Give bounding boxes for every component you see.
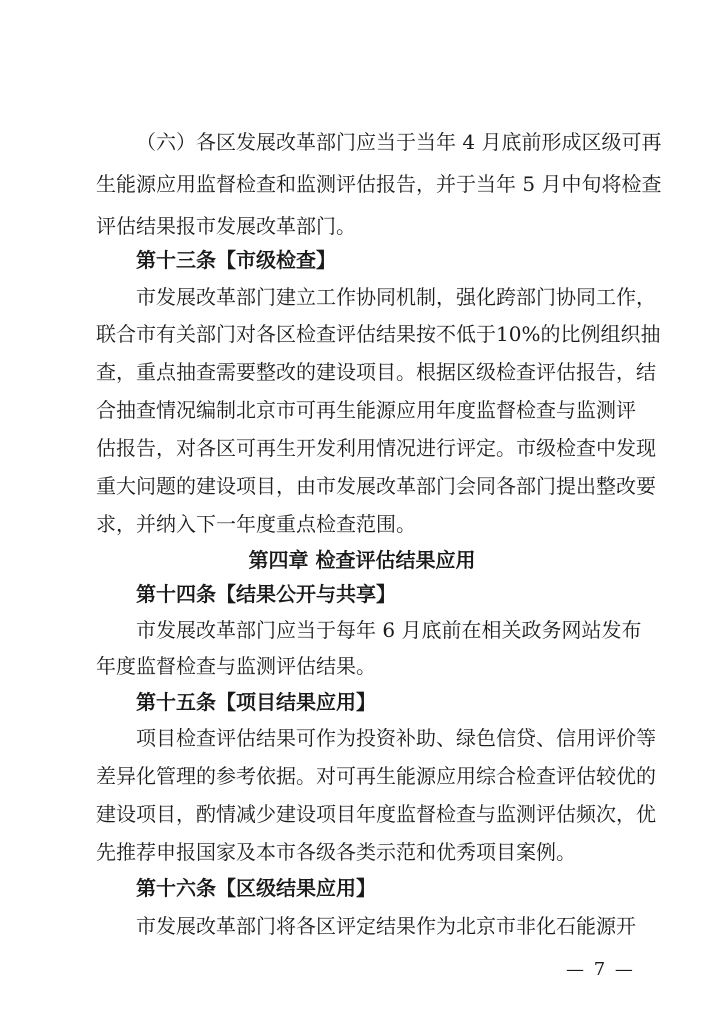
paragraph-line: 联合市有关部门对各区检查评估结果按不低于10%的比例组织抽: [96, 322, 661, 346]
paragraph-line: 生能源应用监督检查和监测评估报告，并于当年 5 月中旬将检查: [96, 172, 662, 196]
chapter-heading: 第四章 检查评估结果应用: [248, 548, 476, 572]
paragraph-line: 市发展改革部门应当于每年 6 月底前在相关政务网站发布: [136, 618, 642, 642]
paragraph-line: 先推荐申报国家及本市各级各类示范和优秀项目案例。: [96, 840, 576, 864]
article-heading: 第十三条【市级检查】: [136, 248, 336, 272]
paragraph-line: 合抽查情况编制北京市可再生能源应用年度监督检查与监测评: [96, 398, 636, 422]
paragraph-line: 市发展改革部门将各区评定结果作为北京市非化石能源开: [136, 914, 636, 938]
paragraph-line: 差异化管理的参考依据。对可再生能源应用综合检查评估较优的: [96, 764, 656, 788]
article-heading: 第十四条【结果公开与共享】: [136, 582, 396, 606]
paragraph-line: 建设项目，酌情减少建设项目年度监督检查与监测评估频次，优: [96, 802, 656, 826]
paragraph-line: 查，重点抽查需要整改的建设项目。根据区级检查评估报告，结: [96, 360, 656, 384]
paragraph-line: 估报告，对各区可再生开发利用情况进行评定。市级检查中发现: [96, 436, 656, 460]
paragraph-line: （六）各区发展改革部门应当于当年 4 月底前形成区级可再: [136, 130, 662, 154]
paragraph-line: 评估结果报市发展改革部门。: [96, 214, 356, 238]
paragraph-line: 求，并纳入下一年度重点检查范围。: [96, 512, 416, 536]
paragraph-line: 市发展改革部门建立工作协同机制，强化跨部门协同工作，: [136, 285, 656, 309]
article-heading: 第十五条【项目结果应用】: [136, 690, 376, 714]
article-heading: 第十六条【区级结果应用】: [136, 876, 376, 900]
page-number: — 7 —: [566, 959, 635, 980]
paragraph-line: 重大问题的建设项目，由市发展改革部门会同各部门提出整改要: [96, 474, 656, 498]
paragraph-line: 年度监督检查与监测评估结果。: [96, 654, 376, 678]
paragraph-line: 项目检查评估结果可作为投资补助、绿色信贷、信用评价等: [136, 726, 656, 750]
